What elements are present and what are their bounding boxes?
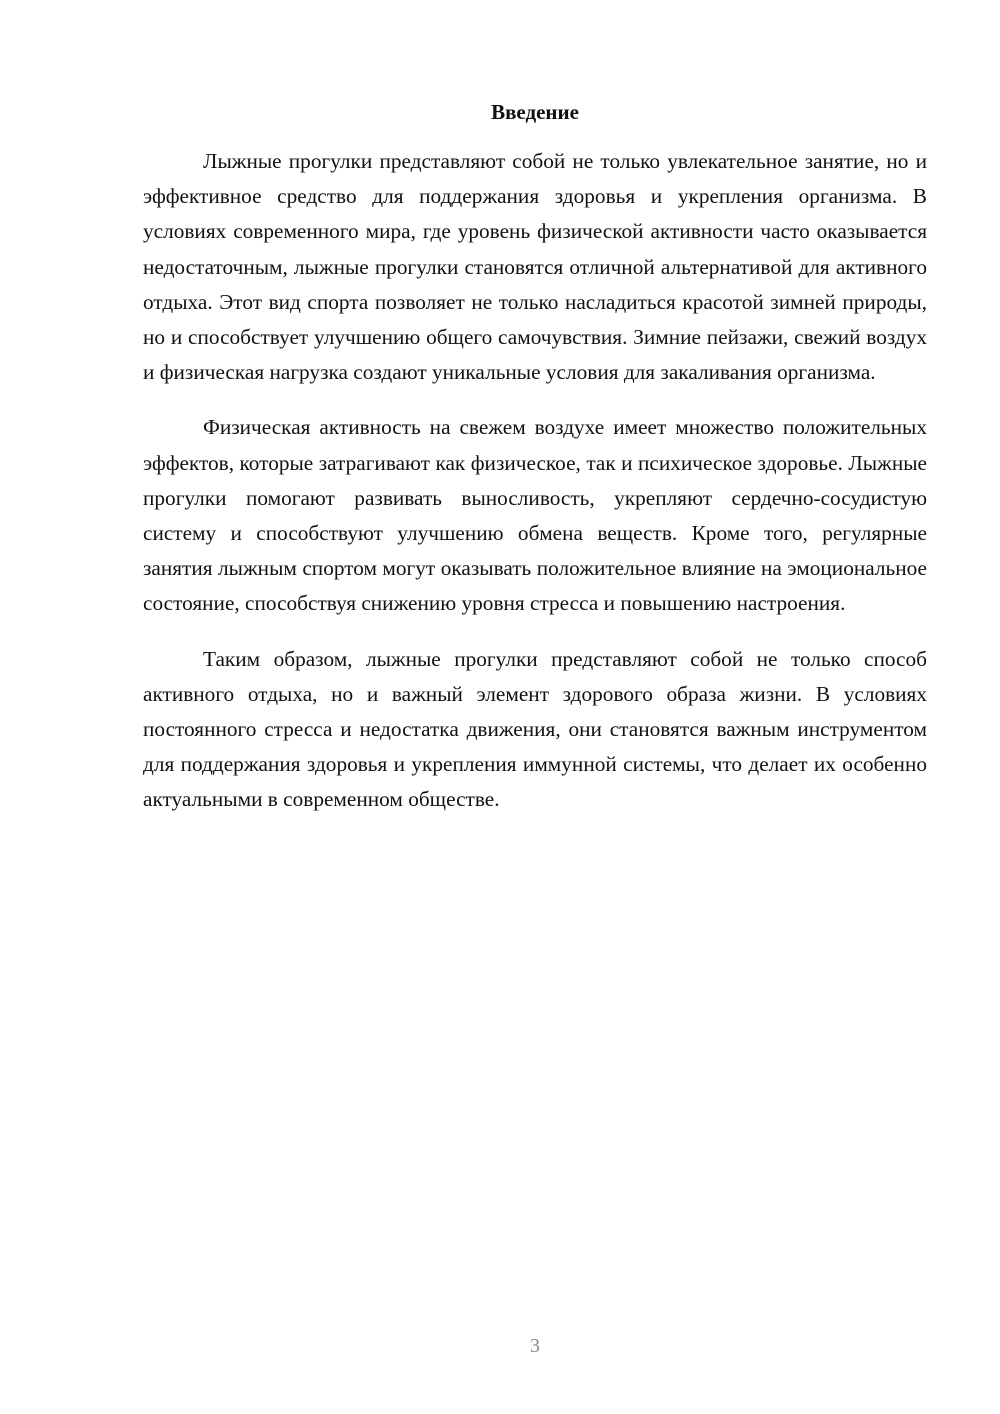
- paragraph-3: Таким образом, лыжные прогулки представляют собой не только способ активного отдыха, но и важный элемент здорового образа жизни. В условиях постоянного стресса и недостатка движения, они становятся важным инструментом для поддержания здоровья и укрепления иммунной системы, что делает их особенно актуальными в современном обществе.: [143, 646, 927, 812]
- paragraph-1: Лыжные прогулки представляют собой не только увлекательное занятие, но и эффективное средство для поддержания здоровья и укрепления организма. В условиях современного мира, где уровень физической активности часто оказывается недостаточным, лыжные прогулки становятся отличной альтернативой для активного отдыха. Этот вид спорта позволяет не только насладиться красотой зимней природы, но и способствует улучшению общего самочувствия. Зимние пейзажи, свежий воздух и физическая нагрузка создают уникальные условия для закаливания организма.: [143, 149, 927, 385]
- document-body: [143, 144, 927, 838]
- page-number: 3: [530, 1335, 540, 1357]
- paragraph-2: Физическая активность на свежем воздухе имеет множество положительных эффектов, которые затрагивают как физическое, так и психическое здоровье. Лыжные прогулки помогают развивать выносливость, укрепляют сердечно-сосудистую систему и способствуют улучшению обмена веществ. Кроме того, регулярные занятия лыжным спортом могут оказывать положительное влияние на эмоциональное состояние, способствуя снижению уровня стресса и повышению настроения.: [143, 415, 927, 616]
- page-title: Введение: [491, 100, 579, 124]
